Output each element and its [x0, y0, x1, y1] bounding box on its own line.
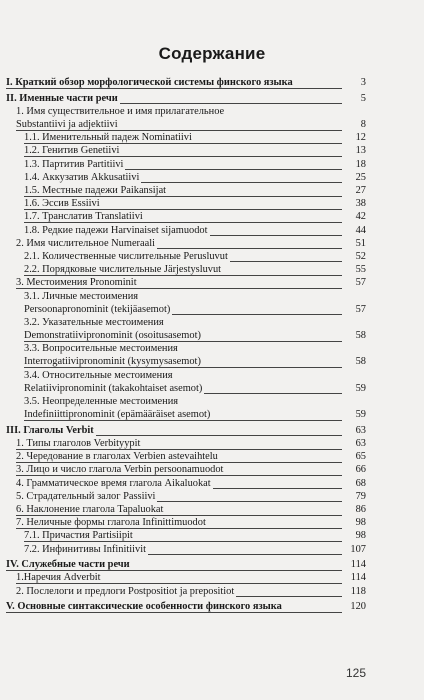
toc-page-number: 58: [342, 329, 366, 342]
toc-entry-text: [16, 477, 213, 490]
toc-entry-label: 3.3. Вопросительные местоимения: [24, 343, 178, 355]
toc-entry: [6, 529, 424, 542]
toc-entry-label: 3. Лицо и число глагола Verbin persoonamuodot: [16, 464, 224, 476]
toc-entry: [6, 158, 424, 171]
toc-entry-label: II. Именные части речи: [6, 92, 118, 104]
toc-page-number: 114: [342, 558, 366, 571]
toc-entry-text: [16, 276, 139, 289]
toc-page-number: 98: [342, 516, 366, 529]
toc-page-number: 52: [342, 250, 366, 263]
toc-leader-line: [16, 583, 344, 584]
toc-entry-label: V. Основные синтаксические особенности финского языка: [6, 601, 282, 613]
toc-entry: [6, 303, 424, 316]
toc-entry: [6, 92, 424, 105]
toc-entry-label: 1. Типы глаголов Verbityypit: [16, 438, 141, 450]
toc-entry-text: [24, 316, 166, 329]
toc-entry-text: [24, 408, 212, 421]
toc-page-number: 38: [342, 197, 366, 210]
toc-entry-text: [16, 450, 220, 463]
toc-entry-text: [24, 263, 223, 276]
toc-page-number: 68: [342, 477, 366, 490]
toc-entry-text: [24, 395, 180, 408]
toc-entry-text: [24, 355, 203, 368]
toc-entry-text: [6, 600, 284, 613]
toc-entry: [6, 558, 424, 571]
toc-entry-label: 7.1. Причастия Partisiipit: [24, 530, 133, 542]
toc-page-number: 13: [342, 144, 366, 157]
toc-entry-text: [6, 92, 120, 105]
toc-entry-label: Relatiivipronominit (takakohtaiset asemot): [24, 382, 203, 394]
toc-entry-label: 2.2. Порядковые числительные Järjestysluvut: [24, 264, 222, 276]
toc-entry: [6, 224, 424, 237]
page-title: Содержание: [158, 44, 266, 63]
toc-entry: [6, 118, 424, 131]
toc-entry: [6, 571, 424, 584]
toc-entry: [6, 355, 424, 368]
toc-entry: [6, 184, 424, 197]
toc-page-number: 27: [342, 184, 366, 197]
toc-entry-text: [24, 342, 180, 355]
toc-entry-label: IV. Служебные части речи: [6, 559, 130, 571]
toc-entry: [6, 263, 424, 276]
toc-entry-label: 2. Чередование в глаголах Verbien astevaihtelu: [16, 451, 218, 463]
toc-entry: [6, 600, 424, 613]
toc-entry-label: 1.Наречия Adverbit: [16, 572, 101, 584]
toc-entry: [6, 197, 424, 210]
toc-entry: [6, 437, 424, 450]
toc-entry-text: [24, 144, 121, 157]
toc-entry-text: [6, 76, 295, 89]
toc-entry-text: [16, 463, 225, 476]
toc-entry: [6, 105, 424, 118]
toc-page-number: 25: [342, 171, 366, 184]
toc-entry-text: [24, 197, 102, 210]
toc-entry-label: Demonstratiivipronominit (osoitusasemot): [24, 330, 201, 342]
toc-page-number: 42: [342, 210, 366, 223]
toc-entry-text: [16, 571, 103, 584]
toc-entry-label: 3.4. Относительные местоимения: [24, 369, 173, 381]
toc-page-number: 59: [342, 382, 366, 395]
toc-entry-text: [16, 105, 226, 118]
toc-entry-label: Substantiivi ja adjektiivi: [16, 119, 118, 131]
toc-entry-label: 1.1. Именительный падеж Nominatiivi: [24, 132, 192, 144]
toc-entry: [6, 463, 424, 476]
toc-entry: [6, 477, 424, 490]
toc-leader-line: [24, 156, 344, 157]
toc-page-number: 66: [342, 463, 366, 476]
toc-page-number: 55: [342, 263, 366, 276]
toc-entry: [6, 342, 424, 355]
toc-leader-line: [24, 367, 344, 368]
toc-entry-label: 1.7. Транслатив Translatiivi: [24, 211, 143, 223]
toc-entry-text: [24, 224, 210, 237]
toc-entry-label: 1.2. Генитив Genetiivi: [24, 145, 120, 157]
toc-page-number: 59: [342, 408, 366, 421]
toc-page-number: 58: [342, 355, 366, 368]
toc-entry-text: [24, 184, 168, 197]
toc-entry: [6, 369, 424, 382]
toc-page-number: 51: [342, 237, 366, 250]
toc-page-number: 63: [342, 424, 366, 437]
toc-entry-text: [24, 329, 203, 342]
toc-entry-label: 1. Имя существительное и имя прилагательное: [16, 105, 225, 117]
toc-entry-label: 4. Грамматическое время глагола Aikaluokat: [16, 477, 211, 489]
toc-page-number: 5: [342, 92, 366, 105]
toc-entry-text: [16, 118, 120, 131]
toc-entry: [6, 424, 424, 437]
toc-entry-text: [16, 516, 208, 529]
toc-entry: [6, 210, 424, 223]
toc-entry-label: 1.3. Партитив Partitiivi: [24, 158, 124, 170]
toc-page-number: 79: [342, 490, 366, 503]
toc-entry-text: [24, 543, 148, 556]
toc-entry: [6, 276, 424, 289]
toc-entry: [6, 395, 424, 408]
toc-page-number: 18: [342, 158, 366, 171]
toc-entry-label: 3.1. Личные местоимения: [24, 290, 139, 302]
toc-entry-text: [6, 424, 96, 437]
toc-entry-label: Indefiniittipronominit (epämääräiset asemot): [24, 409, 211, 421]
toc-page-number: 107: [342, 543, 366, 556]
toc-entry-label: 1.5. Местные падежи Paikansijat: [24, 185, 167, 196]
toc-entry-label: 2.1. Количественные числительные Perusluvut: [24, 250, 228, 262]
toc-entry-text: [6, 558, 132, 571]
toc-entry-label: 3.5. Неопределенные местоимения: [24, 396, 179, 407]
toc-entry: [6, 585, 424, 598]
toc-page-number: 118: [342, 585, 366, 598]
toc-leader-line: [24, 541, 344, 542]
toc-entry: [6, 237, 424, 250]
toc-entry-text: [24, 529, 135, 542]
toc-entry-text: [24, 290, 140, 303]
toc-entry-label: 1.6. Эссив Essiivi: [24, 198, 100, 210]
toc-entry-text: [24, 303, 172, 316]
toc-entry: [6, 408, 424, 421]
toc-leader-line: [24, 222, 344, 223]
toc-entry: [6, 76, 424, 89]
toc-page-number: 65: [342, 450, 366, 463]
toc-entry-text: [24, 210, 145, 223]
toc-page-number: 8: [342, 118, 366, 131]
toc-page-number: 120: [342, 600, 366, 613]
toc-entry: [6, 450, 424, 463]
toc-entry-label: 7. Неличные формы глагола Infinittimuodot: [16, 517, 206, 529]
toc-entry-text: [16, 503, 165, 516]
toc-page-number: 12: [342, 131, 366, 144]
toc-entry-label: 2. Имя числительное Numeraali: [16, 237, 156, 249]
page-number: 125: [346, 666, 367, 680]
toc-page-number: 63: [342, 437, 366, 450]
toc-entry-label: Persoonapronominit (tekijäasemot): [24, 303, 171, 315]
toc-entry-label: 3.2. Указательные местоимения: [24, 316, 164, 328]
toc-page-number: 57: [342, 276, 366, 289]
toc-page-number: 3: [342, 76, 366, 89]
toc-entry: [6, 144, 424, 157]
toc-entry: [6, 290, 424, 303]
toc-entry: [6, 503, 424, 516]
toc-entry-text: [24, 250, 230, 263]
toc-entry: [6, 171, 424, 184]
toc-entry: [6, 131, 424, 144]
toc-entry-label: 1.4. Аккузатив Akkusatiivi: [24, 171, 140, 183]
toc-entry: [6, 543, 424, 556]
toc-entry-text: [24, 171, 141, 184]
toc-entry-label: 1.8. Редкие падежи Harvinaiset sijamuodot: [24, 224, 208, 236]
toc-entry-text: [24, 158, 125, 171]
toc-entry: [6, 382, 424, 395]
toc-entry-label: 5. Страдательный залог Passiivi: [16, 490, 156, 502]
toc-entry-text: [16, 237, 157, 250]
toc-entry-text: [16, 585, 236, 598]
toc-entry-text: [24, 131, 194, 144]
table-of-contents: [6, 76, 424, 614]
toc-entry-label: 2. Послелоги и предлоги Postpositiot ja prepositiot: [16, 585, 235, 597]
toc-entry-text: [16, 437, 142, 450]
toc-entry: [6, 516, 424, 529]
toc-entry: [6, 316, 424, 329]
toc-entry-text: [24, 382, 204, 395]
toc-entry: [6, 329, 424, 342]
toc-page-number: 86: [342, 503, 366, 516]
toc-leader-line: [16, 475, 344, 476]
toc-entry: [6, 250, 424, 263]
toc-entry-text: [16, 490, 157, 503]
toc-page-number: 44: [342, 224, 366, 237]
toc-page-number: 114: [342, 571, 366, 584]
toc-entry-label: III. Глаголы Verbit: [6, 424, 94, 436]
toc-entry-label: 3. Местоимения Pronominit: [16, 277, 137, 289]
toc-entry-label: I. Краткий обзор морфологической системы финского языка: [6, 77, 293, 88]
toc-entry: [6, 490, 424, 503]
toc-entry-text: [24, 369, 175, 382]
toc-entry-label: Interrogatiivipronominit (kysymysasemot): [24, 356, 201, 368]
toc-entry-label: 7.2. Инфинитивы Infinitiivit: [24, 543, 146, 555]
toc-entry-label: 6. Наклонение глагола Tapaluokat: [16, 504, 164, 515]
toc-page-number: 57: [342, 303, 366, 316]
toc-page-number: 98: [342, 529, 366, 542]
